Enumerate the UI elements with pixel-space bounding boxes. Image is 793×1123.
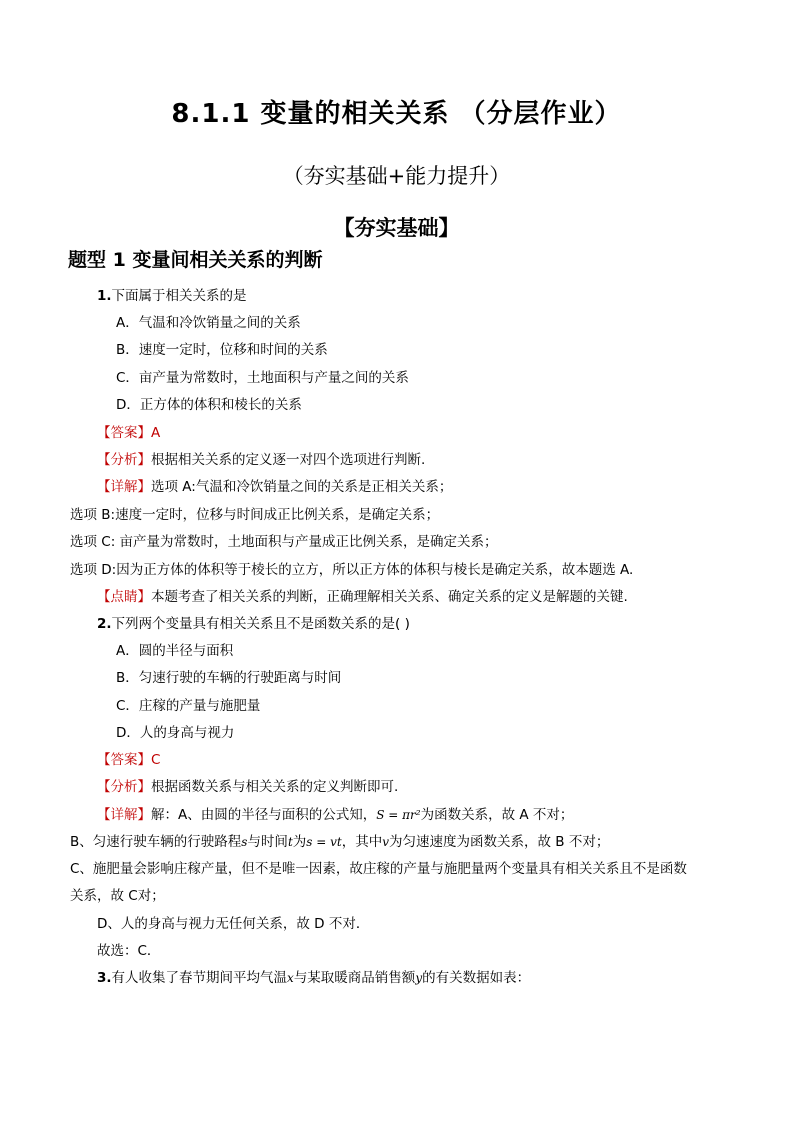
var-y: y <box>415 971 423 985</box>
document-subtitle: （夯实基础+能力提升） <box>282 164 511 188</box>
question-number: 1. <box>97 288 112 304</box>
q1-analysis <box>97 450 425 470</box>
q1-detail-line: 选项 B:速度一定时，位移与时间成正比例关系，是确定关系； <box>70 507 440 523</box>
detail-text: B、匀速行驶车辆的行驶路程 <box>70 834 242 850</box>
detail-text: 为匀速速度为函数关系，故 B 不对； <box>389 834 610 850</box>
q1-option-d: D．正方体的体积和棱长的关系 <box>116 397 302 413</box>
q2-option-c: C．庄稼的产量与施肥量 <box>116 698 261 714</box>
q1-option-c: C．亩产量为常数时，土地面积与产量之间的关系 <box>116 370 409 386</box>
q1-answer <box>97 423 160 443</box>
q1-option-b: B．速度一定时，位移和时间的关系 <box>116 342 328 358</box>
question-text: 下列两个变量具有相关关系且不是函数关系的是( ) <box>111 616 410 632</box>
var-s: s <box>241 835 248 849</box>
answer-tag: 【答案】 <box>97 425 151 441</box>
var-t: t <box>287 835 293 849</box>
q2-analysis <box>97 777 398 797</box>
area-formula: S = πr² <box>376 808 421 822</box>
analysis-tag: 【分析】 <box>97 452 151 468</box>
question-number: 3. <box>97 970 112 986</box>
detail-text: 解：A、由圆的半径与面积的公式知， <box>151 807 377 823</box>
q2-choose: 故选：C． <box>97 943 161 959</box>
detail-tag: 【详解】 <box>97 807 151 823</box>
detail-text: 与时间 <box>247 834 288 850</box>
q1-detail-line: 选项 C: 亩产量为常数时，土地面积与产量成正比例关系，是确定关系； <box>70 534 498 550</box>
comment-text: 本题考查了相关关系的判断，正确理解相关关系、确定关系的定义是解题的关键. <box>151 589 628 605</box>
analysis-tag: 【分析】 <box>97 779 151 795</box>
question-text: 与某取暖商品销售额 <box>293 970 416 986</box>
q2-answer <box>97 750 160 770</box>
q2-option-b: B．匀速行驶的车辆的行驶距离与时间 <box>116 670 342 686</box>
var-v: v <box>382 835 389 849</box>
topic-heading: 题型 1 变量间相关关系的判断 <box>68 249 323 271</box>
q2-detail-line-c2: 关系，故 C对； <box>70 888 165 904</box>
detail-tag: 【详解】 <box>97 479 151 495</box>
q2-option-a: A．圆的半径与面积 <box>116 643 234 659</box>
question-text: 的有关数据如表： <box>422 970 531 986</box>
document-title: 8.1.1 变量的相关关系 （分层作业） <box>171 99 622 129</box>
detail-text: 选项 A:气温和冷饮销量之间的关系是正相关关系； <box>151 479 453 495</box>
detail-text: 为 <box>292 834 307 850</box>
question-text: 有人收集了春节期间平均气温 <box>111 970 288 986</box>
detail-text: 为函数关系，故 A 不对； <box>420 807 574 823</box>
analysis-text: 根据相关关系的定义逐一对四个选项进行判断. <box>151 452 426 468</box>
q2-detail <box>97 805 573 825</box>
answer-value: C <box>151 752 161 768</box>
question-text: 下面属于相关关系的是 <box>111 288 247 304</box>
q2-detail-line-c1: C、施肥量会影响庄稼产量，但不是唯一因素，故庄稼的产量与施肥量两个变量具有相关关系且不是函数 <box>70 861 687 877</box>
section-heading: 【夯实基础】 <box>333 216 460 240</box>
q2-detail-line-d: D、人的身高与视力无任何关系，故 D 不对． <box>97 916 370 932</box>
question-2-stem <box>97 614 410 634</box>
detail-text: ，其中 <box>341 834 383 850</box>
analysis-text: 根据函数关系与相关关系的定义判断即可. <box>151 779 399 795</box>
question-3-stem <box>97 968 530 988</box>
q1-detail <box>97 477 452 497</box>
q1-detail-line: 选项 D:因为正方体的体积等于棱长的立方，所以正方体的体积与棱长是确定关系，故本题选 A. <box>70 562 634 578</box>
question-1-stem <box>97 286 247 306</box>
distance-formula: s = vt <box>306 835 342 849</box>
q2-option-d: D．人的身高与视力 <box>116 725 235 741</box>
q1-comment <box>97 587 628 607</box>
comment-tag: 【点睛】 <box>97 589 151 605</box>
q2-detail-line-b <box>70 832 609 852</box>
q1-option-a: A．气温和冷饮销量之间的关系 <box>116 315 301 331</box>
answer-value: A <box>151 425 161 441</box>
answer-tag: 【答案】 <box>97 752 151 768</box>
question-number: 2. <box>97 616 112 632</box>
var-x: x <box>287 971 294 985</box>
